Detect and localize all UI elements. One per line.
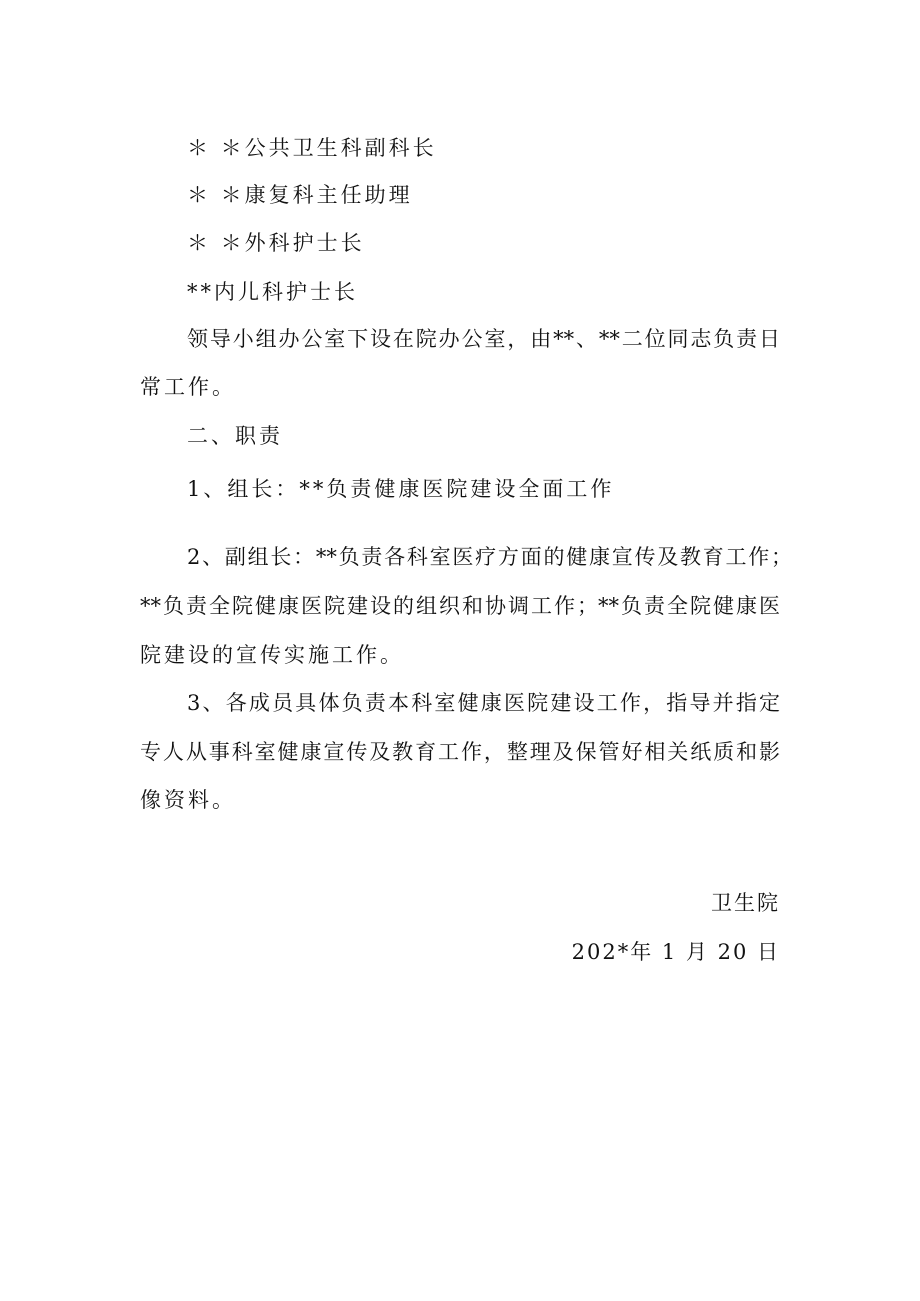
section-heading: 二、职责 <box>187 424 283 448</box>
office-paragraph-line1: 领导小组办公室下设在院办公室，由**、**二位同志负责日 <box>187 327 780 351</box>
duty-item-2-line3: 院建设的宣传实施工作。 <box>140 643 404 667</box>
duty-item-3-line2: 专人从事科室健康宣传及教育工作，整理及保管好相关纸质和影 <box>140 740 780 764</box>
duty-item-3-line3: 像资料。 <box>140 788 236 812</box>
signature-organization: 卫生院 <box>711 891 780 915</box>
office-paragraph-line2: 常工作。 <box>140 375 236 399</box>
member-line: ＊ ＊外科护士长 <box>187 231 365 255</box>
member-line: **内儿科护士长 <box>187 280 358 304</box>
member-line: ＊ ＊公共卫生科副科长 <box>187 136 437 160</box>
member-line: ＊ ＊康复科主任助理 <box>187 183 413 207</box>
duty-item-1: 1、组长：**负责健康医院建设全面工作 <box>187 477 615 501</box>
duty-item-3-line1: 3、各成员具体负责本科室健康医院建设工作，指导并指定 <box>187 691 780 715</box>
signature-date: 202*年 1 月 20 日 <box>571 940 780 964</box>
duty-item-2-line2: **负责全院健康医院建设的组织和协调工作；**负责全院健康医 <box>140 594 780 618</box>
duty-item-2-line1: 2、副组长：**负责各科室医疗方面的健康宣传及教育工作； <box>187 545 792 569</box>
